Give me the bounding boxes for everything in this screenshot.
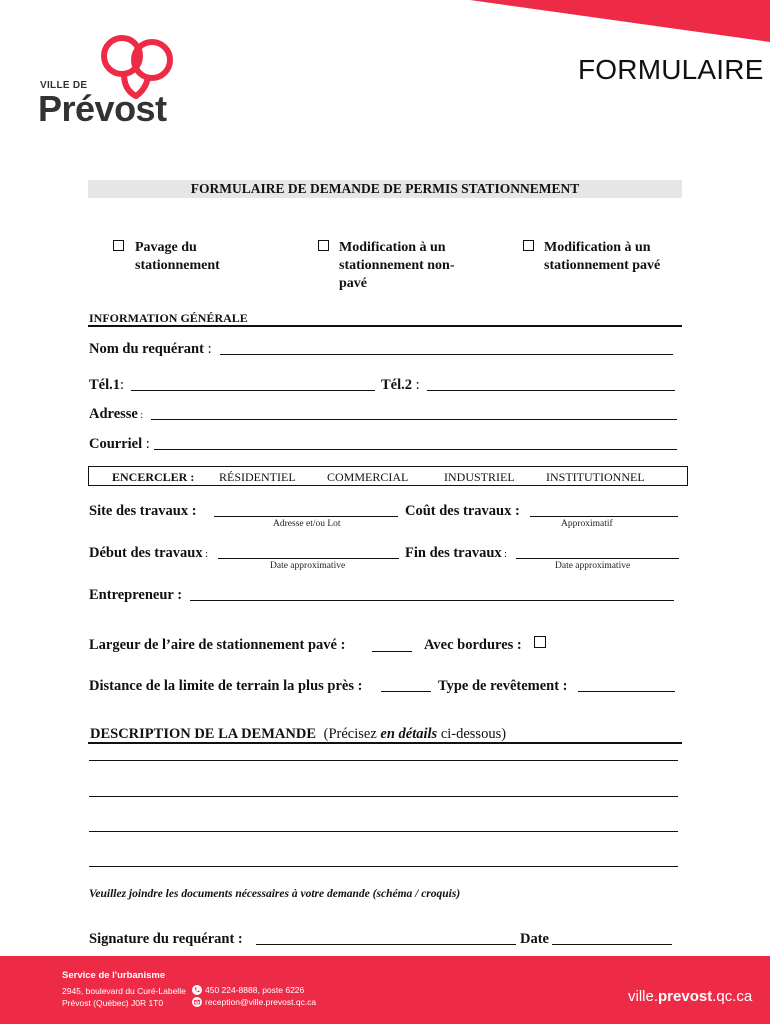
distance-label: Distance de la limite de terrain la plus près :: [89, 678, 363, 694]
signature-label: Signature du requérant :: [89, 931, 243, 947]
phone-icon: [192, 985, 202, 995]
footer-address2: Prévost (Québec) J0R 1T0: [62, 998, 164, 1008]
description-hint-pre: (Précisez: [323, 726, 381, 742]
courriel-label: Courriel :: [89, 436, 150, 452]
description-line[interactable]: [89, 866, 678, 867]
choice-residentiel[interactable]: RÉSIDENTIEL: [219, 470, 296, 484]
fin-hint: Date approximative: [555, 561, 631, 571]
tel1-field[interactable]: [131, 390, 375, 391]
courriel-field[interactable]: [154, 449, 677, 450]
section-general-heading: INFORMATION GÉNÉRALE: [89, 311, 248, 325]
header-accent-shape: [470, 0, 770, 48]
cout-hint: Approximatif: [561, 519, 613, 529]
bordures-checkbox[interactable]: [534, 636, 546, 648]
fin-label: Fin des travaux :: [405, 545, 507, 561]
encercler-label: ENCERCLER :: [112, 470, 195, 484]
tel2-label: Tél.2 :: [381, 377, 420, 393]
footer-site-mid: prevost: [658, 988, 713, 1005]
footer-site-pre: ville.: [628, 988, 659, 1005]
choice-institutionnel[interactable]: INSTITUTIONNEL: [546, 470, 645, 484]
site-hint: Adresse et/ou Lot: [273, 519, 341, 529]
nom-label: Nom du requérant :: [89, 341, 212, 357]
option-modif-pave-checkbox[interactable]: [523, 240, 534, 251]
footer-website[interactable]: [628, 988, 752, 1005]
description-line[interactable]: [89, 796, 678, 797]
cout-field[interactable]: [530, 516, 678, 517]
largeur-field[interactable]: [372, 651, 412, 652]
revetement-label: Type de revêtement :: [438, 678, 568, 694]
logo-prevost: Prévost: [38, 88, 167, 129]
debut-hint: Date approximative: [270, 561, 346, 571]
fin-field[interactable]: [516, 558, 679, 559]
description-title: DESCRIPTION DE LA DEMANDE: [90, 726, 316, 742]
email-icon: [192, 997, 202, 1007]
option-pavage-checkbox[interactable]: [113, 240, 124, 251]
bordures-label: Avec bordures :: [424, 637, 522, 653]
entrepreneur-field[interactable]: [190, 600, 674, 601]
doc-type-title: FORMULAIRE: [578, 54, 764, 85]
option-modif-pave-label: Modification à un stationnement pavé: [544, 240, 661, 273]
date-field[interactable]: [552, 944, 672, 945]
footer-service: Service de l'urbanisme: [62, 970, 166, 981]
nom-field[interactable]: [220, 354, 673, 355]
footer-band: [0, 956, 770, 1024]
entrepreneur-label: Entrepreneur :: [89, 587, 183, 603]
site-label: Site des travaux :: [89, 503, 197, 519]
choice-commercial[interactable]: COMMERCIAL: [327, 470, 409, 484]
description-heading: [90, 726, 506, 743]
option-modif-non-pave-label: Modification à un stationnement non-pavé: [339, 240, 455, 291]
description-rule: [88, 742, 682, 744]
description-hint-em: en détails: [380, 726, 438, 742]
debut-label: Début des travaux :: [89, 545, 208, 561]
date-label: Date: [520, 931, 549, 947]
ville-logo: [40, 30, 190, 130]
logo-ville-de: VILLE DE: [40, 80, 88, 91]
tel2-field[interactable]: [427, 390, 675, 391]
largeur-label: Largeur de l’aire de stationnement pavé :: [89, 637, 346, 653]
description-line[interactable]: [89, 760, 678, 761]
choice-industriel[interactable]: INDUSTRIEL: [444, 470, 515, 484]
section-general-rule: [88, 325, 682, 327]
description-hint-post: ci-dessous): [437, 726, 507, 742]
footer-site-post: .qc.ca: [712, 988, 753, 1005]
signature-field[interactable]: [256, 944, 516, 945]
site-field[interactable]: [214, 516, 398, 517]
distance-field[interactable]: [381, 691, 431, 692]
option-pavage-label: Pavage du stationnement: [135, 240, 220, 273]
footer-address1: 2945, boulevard du Curé-Labelle: [62, 986, 186, 996]
description-line[interactable]: [89, 831, 678, 832]
form-title: FORMULAIRE DE DEMANDE DE PERMIS STATIONNEMENT: [190, 181, 580, 196]
footer-email[interactable]: reception@ville.prevost.qc.ca: [205, 997, 317, 1007]
adresse-label: Adresse :: [89, 406, 144, 422]
footer-phone: 450 224-8888, poste 6226: [205, 985, 305, 995]
option-modif-non-pave-checkbox[interactable]: [318, 240, 329, 251]
adresse-field[interactable]: [151, 419, 677, 420]
cout-label: Coût des travaux :: [405, 503, 520, 519]
documents-note: Veuillez joindre les documents nécessaires à votre demande (schéma / croquis): [89, 888, 461, 900]
tel1-label: Tél.1:: [89, 377, 125, 393]
revetement-field[interactable]: [578, 691, 675, 692]
debut-field[interactable]: [218, 558, 399, 559]
